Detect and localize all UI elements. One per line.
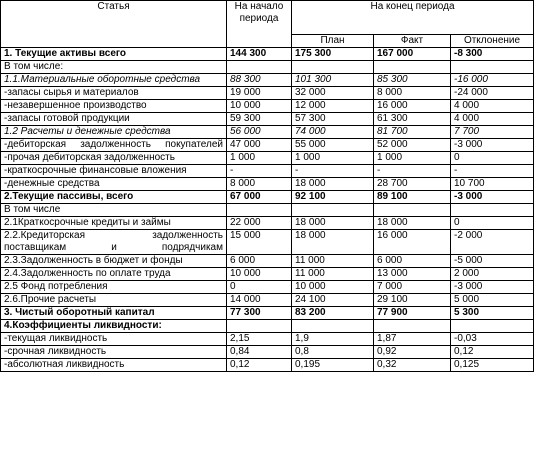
cell-start: 47 000 <box>227 139 292 152</box>
cell-fact: 85 300 <box>374 74 451 87</box>
row-label: 2.2.Кредиторская задолженность поставщикам и подрядчикам <box>1 230 227 255</box>
cell-plan <box>292 320 374 333</box>
cell-fact: 52 000 <box>374 139 451 152</box>
cell-deviation: 0 <box>451 217 534 230</box>
cell-deviation <box>451 320 534 333</box>
row-label: -дебиторская задолженность покупателей <box>1 139 227 152</box>
cell-plan <box>292 204 374 217</box>
cell-start: 2,15 <box>227 333 292 346</box>
cell-start: - <box>227 165 292 178</box>
table-row <box>1 48 534 61</box>
header-start-period: На начало периода <box>227 1 292 48</box>
row-label: 2.5 Фонд потребления <box>1 281 227 294</box>
cell-plan: 57 300 <box>292 113 374 126</box>
row-label: 2.3.Задолженность в бюджет и фонды <box>1 255 227 268</box>
row-label: -срочная ликвидность <box>1 346 227 359</box>
row-label: -прочая дебиторская задолженность <box>1 152 227 165</box>
cell-plan: 10 000 <box>292 281 374 294</box>
cell-fact: 0,92 <box>374 346 451 359</box>
cell-start: 77 300 <box>227 307 292 320</box>
header-row <box>1 1 534 35</box>
cell-plan: 92 100 <box>292 191 374 204</box>
cell-fact: 8 000 <box>374 87 451 100</box>
row-label: 1. Текущие активы всего <box>1 48 227 61</box>
cell-plan: 12 000 <box>292 100 374 113</box>
table-row <box>1 74 534 87</box>
row-label: В том числе <box>1 204 227 217</box>
row-label: 4.Коэффициенты ликвидности: <box>1 320 227 333</box>
cell-fact: 7 000 <box>374 281 451 294</box>
cell-deviation: -3 000 <box>451 281 534 294</box>
table-row <box>1 307 534 320</box>
row-label: В том числе: <box>1 61 227 74</box>
row-label: -денежные средства <box>1 178 227 191</box>
table-row <box>1 178 534 191</box>
table-row <box>1 191 534 204</box>
row-label: 2.1Краткосрочные кредиты и займы <box>1 217 227 230</box>
cell-fact: 29 100 <box>374 294 451 307</box>
cell-plan: 18 000 <box>292 230 374 255</box>
cell-fact: 13 000 <box>374 268 451 281</box>
cell-start <box>227 320 292 333</box>
cell-fact <box>374 320 451 333</box>
cell-plan: 74 000 <box>292 126 374 139</box>
cell-plan: 11 000 <box>292 255 374 268</box>
cell-start: 19 000 <box>227 87 292 100</box>
cell-start: 10 000 <box>227 100 292 113</box>
table-row <box>1 87 534 100</box>
cell-plan: 175 300 <box>292 48 374 61</box>
header-deviation: Отклонение <box>451 35 534 48</box>
cell-start <box>227 61 292 74</box>
cell-deviation: -24 000 <box>451 87 534 100</box>
row-label: 2.Текущие пассивы, всего <box>1 191 227 204</box>
cell-plan: 32 000 <box>292 87 374 100</box>
row-label: 2.6.Прочие расчеты <box>1 294 227 307</box>
cell-fact: 18 000 <box>374 217 451 230</box>
cell-deviation: 2 000 <box>451 268 534 281</box>
cell-start: 56 000 <box>227 126 292 139</box>
cell-plan <box>292 61 374 74</box>
table-row <box>1 268 534 281</box>
cell-fact: 16 000 <box>374 100 451 113</box>
cell-deviation: 7 700 <box>451 126 534 139</box>
table-row <box>1 333 534 346</box>
table-row <box>1 320 534 333</box>
header-plan: План <box>292 35 374 48</box>
header-article: Статья <box>1 1 227 48</box>
cell-start: 88 300 <box>227 74 292 87</box>
row-label: 3. Чистый оборотный капитал <box>1 307 227 320</box>
cell-plan: 101 300 <box>292 74 374 87</box>
cell-deviation: 5 000 <box>451 294 534 307</box>
cell-fact: 167 000 <box>374 48 451 61</box>
cell-deviation: -8 300 <box>451 48 534 61</box>
cell-plan: 18 000 <box>292 217 374 230</box>
cell-start: 6 000 <box>227 255 292 268</box>
row-label: -абсолютная ликвидность <box>1 359 227 372</box>
cell-fact: 61 300 <box>374 113 451 126</box>
header-fact: Факт <box>374 35 451 48</box>
cell-start: 8 000 <box>227 178 292 191</box>
row-label: 2.4.Задолженность по оплате труда <box>1 268 227 281</box>
row-label: -незавершенное производство <box>1 100 227 113</box>
table-row <box>1 126 534 139</box>
cell-start: 0 <box>227 281 292 294</box>
table-row <box>1 139 534 152</box>
cell-deviation <box>451 61 534 74</box>
table-body <box>1 48 534 372</box>
row-label: -запасы сырья и материалов <box>1 87 227 100</box>
table-row <box>1 230 534 255</box>
cell-plan: 1 000 <box>292 152 374 165</box>
cell-fact: 1,87 <box>374 333 451 346</box>
table-row <box>1 100 534 113</box>
cell-fact: 16 000 <box>374 230 451 255</box>
table-row <box>1 113 534 126</box>
cell-deviation: - <box>451 165 534 178</box>
cell-plan: 18 000 <box>292 178 374 191</box>
cell-deviation: 4 000 <box>451 100 534 113</box>
cell-fact: 0,32 <box>374 359 451 372</box>
cell-deviation: 0,125 <box>451 359 534 372</box>
table-row <box>1 281 534 294</box>
cell-deviation: 5 300 <box>451 307 534 320</box>
cell-start: 144 300 <box>227 48 292 61</box>
cell-fact: 89 100 <box>374 191 451 204</box>
table-row <box>1 61 534 74</box>
cell-fact: 81 700 <box>374 126 451 139</box>
cell-deviation: 10 700 <box>451 178 534 191</box>
cell-fact <box>374 204 451 217</box>
cell-plan: - <box>292 165 374 178</box>
cell-plan: 0,8 <box>292 346 374 359</box>
cell-deviation: -16 000 <box>451 74 534 87</box>
table-row <box>1 204 534 217</box>
cell-start: 0,84 <box>227 346 292 359</box>
cell-start: 0,12 <box>227 359 292 372</box>
row-label: 1.2 Расчеты и денежные средства <box>1 126 227 139</box>
cell-plan: 0,195 <box>292 359 374 372</box>
table-row <box>1 294 534 307</box>
cell-deviation: -3 000 <box>451 191 534 204</box>
table-row <box>1 359 534 372</box>
cell-start: 15 000 <box>227 230 292 255</box>
header-end-period: На конец периода <box>292 1 534 35</box>
cell-fact: 1 000 <box>374 152 451 165</box>
cell-start: 10 000 <box>227 268 292 281</box>
row-label: -краткосрочные финансовые вложения <box>1 165 227 178</box>
cell-start: 59 300 <box>227 113 292 126</box>
table-row <box>1 255 534 268</box>
cell-fact: 77 900 <box>374 307 451 320</box>
table-row <box>1 152 534 165</box>
cell-plan: 1,9 <box>292 333 374 346</box>
cell-plan: 11 000 <box>292 268 374 281</box>
cell-start: 22 000 <box>227 217 292 230</box>
cell-deviation <box>451 204 534 217</box>
cell-plan: 83 200 <box>292 307 374 320</box>
cell-fact: - <box>374 165 451 178</box>
row-label: -запасы готовой продукции <box>1 113 227 126</box>
cell-fact <box>374 61 451 74</box>
table-row <box>1 165 534 178</box>
cell-plan: 24 100 <box>292 294 374 307</box>
row-label: -текущая ликвидность <box>1 333 227 346</box>
cell-start: 67 000 <box>227 191 292 204</box>
cell-start <box>227 204 292 217</box>
row-label: 1.1.Материальные оборотные средства <box>1 74 227 87</box>
cell-deviation: 0,12 <box>451 346 534 359</box>
cell-fact: 28 700 <box>374 178 451 191</box>
cell-fact: 6 000 <box>374 255 451 268</box>
cell-start: 14 000 <box>227 294 292 307</box>
cell-deviation: -2 000 <box>451 230 534 255</box>
cell-deviation: 4 000 <box>451 113 534 126</box>
cell-start: 1 000 <box>227 152 292 165</box>
cell-deviation: -0,03 <box>451 333 534 346</box>
table-row <box>1 217 534 230</box>
cell-deviation: -3 000 <box>451 139 534 152</box>
cell-plan: 55 000 <box>292 139 374 152</box>
cell-deviation: 0 <box>451 152 534 165</box>
cell-deviation: -5 000 <box>451 255 534 268</box>
table-row <box>1 346 534 359</box>
